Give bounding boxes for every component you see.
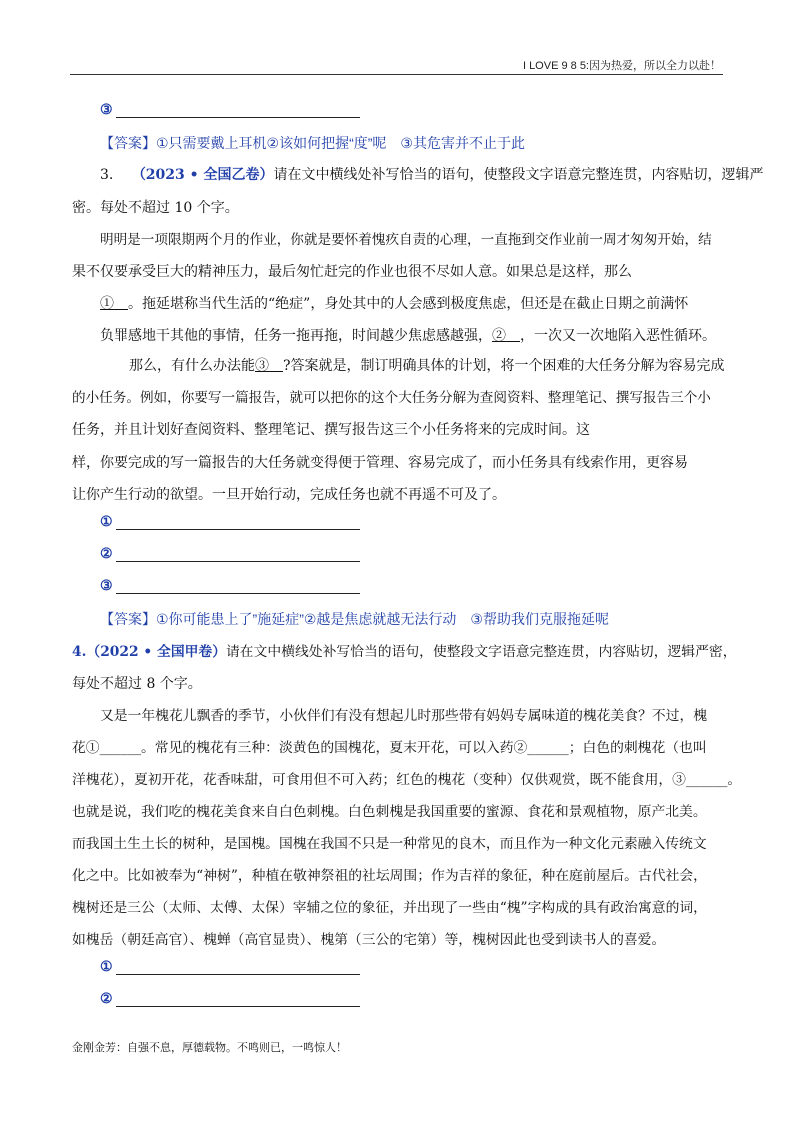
answer-blank-row [100,959,360,975]
answer-blank-row [100,546,360,562]
passage-line [72,770,741,790]
passage-line: 任务，并且计划好查阅资料、整理笔记、撰写报告这三个小任务将来的完成时间。这 [72,422,590,438]
inline-blank[interactable]: ② [492,328,520,344]
passage-text: 。拖延堪称当代生活的“绝症”，身处其中的人会感到极度焦虑，但还是在截止日期之前满怀 [128,296,689,312]
passage-line [129,356,725,376]
passage-text: 负罪感地干其他的事情，任务一拖再拖，时间越少焦虑感越强， [100,328,492,344]
passage-line: 化之中。比如被奉为“神树”，种植在敬神祭祖的社坛周围；作为吉祥的象征，种在庭前屋后。古代社会， [72,868,707,884]
passage-line: 果不仅要承受巨大的精神压力，最后匆忙赶完的作业也很不尽如人意。如果总是这样，那么 [72,264,632,280]
passage-line [100,294,688,314]
inline-blank[interactable]: ______ [685,772,728,788]
passage-line: 样，你要完成的写一篇报告的大任务就变得便于管理、容易完成了，而小任务具有线索作用，更容易 [72,455,688,471]
answer-blank-line[interactable] [116,103,360,118]
passage-text: ，一次又一次地陷入恶性循环。 [520,328,716,344]
passage-line: 也就是说，我们吃的槐花美食来自白色刺槐。白色刺槐是我国重要的蜜源、食花和景观植物，原产北美。 [72,804,707,820]
header-rule [70,74,723,75]
answer-blank-line[interactable] [116,515,360,530]
passage-text: ；白色的刺槐花（也叫 [568,740,707,756]
prompt-text: 请在文中横线处补写恰当的语句，使整段文字语意完整连贯，内容贴切，逻辑严密， [226,644,737,660]
passage-line: 如槐岳（朝廷高官）、槐蝉（高官显贵）、槐第（三公的宅第）等，槐树因此也受到读书人的喜爱。 [72,932,666,948]
passage-line: 槐树还是三公（太师、太傅、太保）宰辅之位的象征，并出现了一些由“槐”字构成的具有政治寓意的词， [72,900,707,916]
passage-text: 花① [72,740,100,756]
blank-marker: ② [100,546,113,562]
passage-text: 洋槐花），夏初开花，花香味甜，可食用但不可入药；红色的槐花（变种）仅供观赏，既不能食用，③ [72,772,686,788]
answer-text: 【答案】①只需要戴上耳机②该如何把握“度”呢 ③其危害并不止于此 [100,135,525,151]
question-number: 3. [100,167,114,183]
passage-text: ?答案就是，制订明确具体的计划，将一个困难的大任务分解为容易完成 [283,358,725,374]
answer-blank-line[interactable] [116,579,360,594]
passage-line [100,326,716,346]
header-text: I LOVE 9 8 5:因为热爱，所以全力以赴！ [522,60,721,72]
prompt-text: 密。每处不超过 10 个字。 [72,200,239,216]
passage-line [72,738,707,758]
passage-text: 。 [727,772,742,788]
blank-marker: ① [100,959,113,975]
passage-line: 让你产生行动的欲望。一旦开始行动，完成任务也就不再遥不可及了。 [72,487,506,503]
question-number: 4. [72,644,87,660]
question-3-prompt [100,165,763,185]
footer-text: 金刚金芳：自强不息，厚德载物。不鸣则已，一鸣惊人！ [72,1041,347,1054]
answer-blank-row [100,578,360,594]
passage-line: 而我国土生土长的树种，是国槐。国槐在我国不只是一种常见的良木，而且作为一种文化元素融入传统文 [72,836,707,852]
answer-blank-line[interactable] [116,960,360,975]
blank-marker: ① [100,514,113,530]
inline-blank[interactable]: ③ [255,358,283,374]
answer-blank-line[interactable] [116,547,360,562]
question-source: （2022 • 全国甲卷） [86,644,227,660]
answer-text: 【答案】①你可能患上了”施延症”②越是焦虑就越无法行动 ③帮助我们克服拖延呢 [100,611,609,627]
answer-blank-row [100,991,360,1007]
passage-line: 的小任务。例如，你要写一篇报告，就可以把你的这个大任务分解为查阅资料、整理笔记、撰写报告三个小 [72,390,711,406]
inline-blank[interactable]: ______ [527,740,569,756]
prompt-text: 请在文中横线处补写恰当的语句，使整段文字语意完整连贯，内容贴切，逻辑严 [273,167,764,183]
blank-marker: ② [100,991,113,1007]
question-4-prompt [72,642,737,662]
prompt-text: 每处不超过 8 个字。 [72,676,202,692]
passage-line: 又是一年槐花儿飘香的季节，小伙伴们有没有想起儿时那些带有妈妈专属味道的槐花美食？不过，槐 [100,708,708,724]
answer-blank-line[interactable] [116,992,360,1007]
inline-blank[interactable]: ______ [99,740,141,756]
passage-line: 明明是一项限期两个月的作业，你就是要怀着愧疚自责的心理，一直拖到交作业前一周才匆匆开始，结 [100,232,712,248]
blank-marker: ③ [100,102,113,118]
inline-blank[interactable]: ① [100,296,128,312]
blank-marker: ③ [100,578,113,594]
answer-blank-row [100,514,360,530]
answer-blank-row [100,102,360,118]
passage-text: 那么，有什么办法能 [129,358,255,374]
passage-text: 。常见的槐花有三种：淡黄色的国槐花，夏末开花，可以入药② [140,740,528,756]
question-source: （2023 • 全国乙卷） [131,167,274,183]
